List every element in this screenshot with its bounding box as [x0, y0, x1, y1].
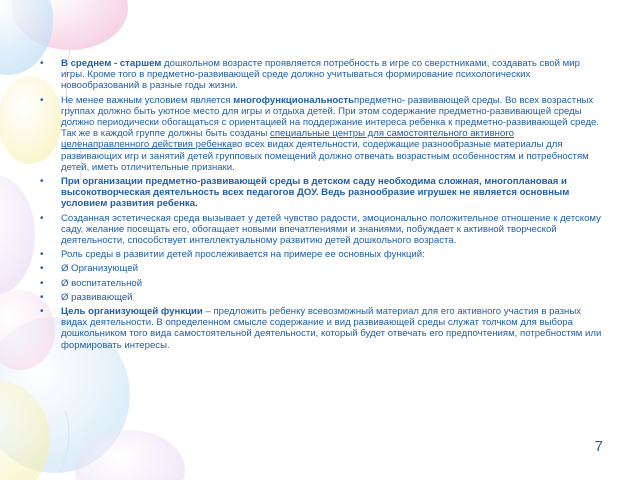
bullet-item	[38, 58, 604, 92]
text-run-bold: В среднем - старшем	[61, 58, 162, 69]
slide-body	[38, 58, 604, 354]
text-run: – предложить ребенку всевозможный материал для его активного участия в разных видах деятельности. В определенном смысле содержание и вид развивающей среды служат толчком для выбора дошкольником того вида самостоятельной деятельности, который будет отвечать его предпочтениям, потребностям или формировать интересы.	[61, 306, 602, 351]
balloon-purple-left	[0, 175, 35, 295]
bullet-item-function	[38, 263, 604, 274]
text-run-bold: При организации предметно-развивающей среды в детском саду необходима сложная, многоплановая и высокотворческая деятельность всех педагогов ДОУ. Ведь разнообразие игрушек не является основным условием развития ребенка.	[61, 176, 570, 210]
text-run: Не менее важным условием является	[61, 94, 234, 106]
text-run: Ø развивающей	[61, 291, 133, 303]
bullet-item	[38, 213, 604, 247]
bullet-item-function	[38, 292, 604, 303]
bullet-list	[38, 58, 604, 351]
bullet-item	[38, 249, 604, 260]
text-run: дошкольном возрасте проявляется потребность в игре со сверстниками, создавать свой мир игры. Кроме того в предметно-развивающей среде должно учитываться формирование психологических новообразований в разные годы жизни.	[61, 58, 580, 92]
bullet-item	[38, 176, 604, 210]
page-number: 7	[594, 438, 603, 455]
text-run: Ø воспитательной	[61, 277, 143, 289]
bullet-item	[38, 95, 604, 173]
bullet-item	[38, 306, 604, 351]
text-run: Ø Организующей	[61, 263, 138, 275]
text-run: Роль среды в развитии детей прослеживается на примере ее основных функций:	[61, 249, 425, 261]
text-run-bold: многофункциональность	[233, 94, 355, 106]
text-run: предметно- развивающей среды. Во всех возрастных группах должно быть уютное место для игры и отдыха детей. При этом содержание предметно-развивающей среды должно периодически обогащаться с ориентацией на поддержание интереса ребенка к предметно-развивающей среде. Так же в каждой группе должны быть созданы	[61, 94, 600, 140]
text-run: Созданная эстетическая среда вызывает у детей чувство радости, эмоционально положительное отношение к детскому саду, желание посещать его, обогащает новыми впечатлениями и знаниями, побуждает к активной творческой деятельности, способствует интеллектуальному развитию детей дошкольного возраста.	[61, 212, 601, 247]
text-run: во всех видах деятельности, содержащие разнообразные материалы для развивающих игр и занятий детей групповых помещений должно отвечать возрастным особенностям и потребностям детей, иметь отличительные признаки.	[61, 139, 589, 173]
bullet-item-function	[38, 278, 604, 289]
text-run-bold: Цель организующей функции	[61, 306, 203, 318]
text-run-underlined: специальные центры для самостоятельного активного целенаправленного действия ребенка	[61, 128, 514, 151]
